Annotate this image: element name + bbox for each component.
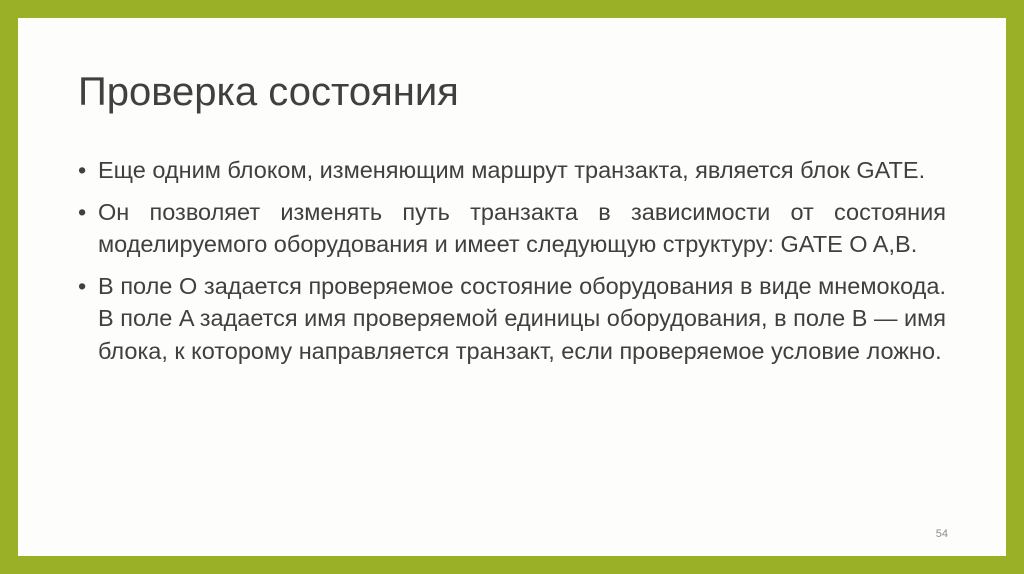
- bullet-item: [78, 196, 946, 261]
- bullet-marker: •: [78, 157, 87, 183]
- bullet-text: В поле O задается проверяемое состояние оборудования в виде мнемокода. В поле A задается имя проверяемой единицы оборудования, в поле B — имя блока, к которому направляется транзакт, если проверяемое условие ложно.: [98, 272, 946, 364]
- slide-content: [18, 18, 1006, 556]
- bullet-text: Он позволяет изменять путь транзакта в зависимости от состояния моделируемого оборудования и имеет следующую структуру: GATE O A,B.: [98, 198, 946, 257]
- bullet-marker: •: [78, 198, 87, 225]
- bullet-text: Еще одним блоком, изменяющим маршрут транзакта, является блок GATE.: [98, 157, 926, 183]
- bullet-list: [78, 154, 946, 376]
- bullet-item: [78, 154, 946, 187]
- slide-number: 54: [935, 528, 948, 540]
- bullet-item: [78, 270, 946, 368]
- slide-title: Проверка состояния: [78, 70, 459, 114]
- bullet-marker: •: [78, 272, 87, 299]
